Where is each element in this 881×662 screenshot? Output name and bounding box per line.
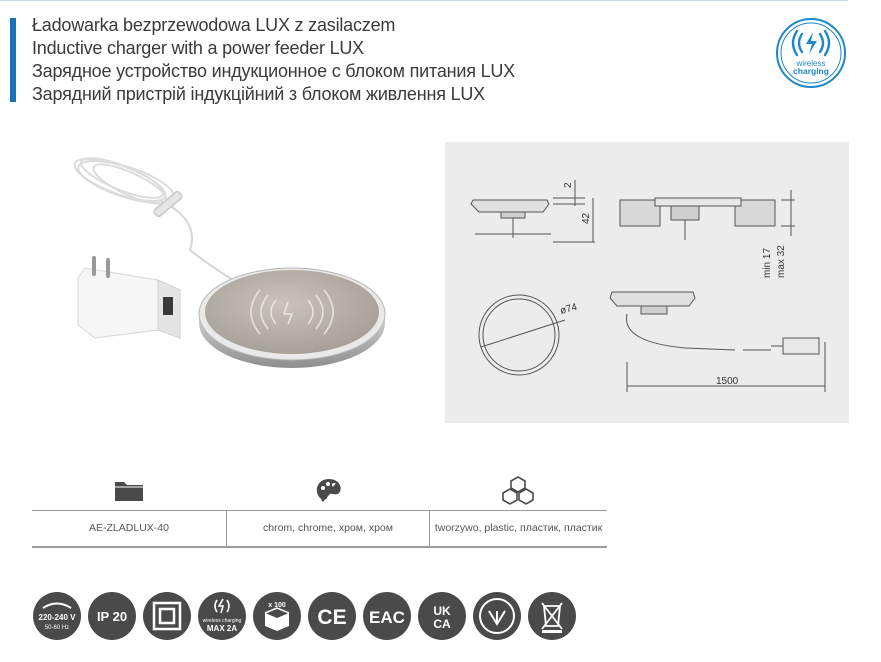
wireless-charging-badge — [775, 17, 847, 89]
top-rule — [0, 0, 848, 1]
voltage-icon — [32, 591, 82, 641]
product-photo — [40, 140, 420, 400]
ukca-bottom: CA — [433, 617, 451, 631]
ip20-icon — [87, 591, 137, 641]
material-value: tworzywo, plastic, пластик, пластик — [434, 522, 603, 534]
spec-icons — [32, 470, 607, 510]
product-titles — [32, 14, 515, 106]
spec-table — [32, 470, 607, 548]
voltage-line2: 50-60 Hz — [44, 625, 70, 631]
charging-pad — [199, 268, 385, 368]
title-en: Inductive charger with a power feeder LUX — [32, 38, 364, 58]
wireless-max-icon — [197, 591, 247, 641]
badge-line1: wireless — [796, 59, 826, 68]
folder-icon — [112, 474, 146, 506]
package-qty-icon — [252, 591, 302, 641]
finish-value: chrom, chrome, хром, хром — [227, 511, 430, 546]
badge-line2: charging — [793, 66, 829, 76]
ukca-top: UK — [433, 604, 451, 618]
ce-label: CE — [317, 606, 347, 629]
accent-bar — [10, 18, 16, 102]
palette-icon — [312, 474, 346, 506]
power-adapter — [78, 256, 180, 338]
ce-icon — [307, 591, 357, 641]
eac-icon — [362, 591, 412, 641]
dim-max32: max 32 — [776, 245, 787, 278]
qty-label: x 100 — [268, 602, 286, 609]
title-uk: Зарядний пристрій індукційний з блоком живлення LUX — [32, 84, 485, 104]
ukca-icon — [417, 591, 467, 641]
eco-leaf-icon — [472, 591, 522, 641]
cubes-icon — [501, 474, 535, 506]
dim-42: 42 — [581, 212, 592, 224]
technical-drawing — [445, 142, 849, 423]
title-pl: Ładowarka bezprzewodowa LUX z zasilaczem — [32, 15, 396, 35]
spec-row — [32, 510, 607, 548]
dim-d74: ø74 — [558, 301, 579, 317]
dim-min17: min 17 — [762, 247, 773, 278]
coiled-cable — [70, 150, 250, 290]
wireless-small: wireless charging — [202, 618, 242, 624]
title-ru: Зарядное устройство индукционное с блоком питания LUX — [32, 61, 515, 81]
dim-2: 2 — [563, 182, 574, 188]
dim-1500: 1500 — [716, 376, 739, 387]
weee-bin-icon — [527, 591, 577, 641]
eac-label: EAC — [369, 608, 405, 627]
voltage-line1: 220-240 V — [38, 613, 76, 622]
product-code: AE-ZLADLUX-40 — [32, 511, 227, 546]
max-label: MAX 2A — [206, 624, 238, 633]
ip-label: IP 20 — [96, 609, 128, 624]
double-insulation-icon — [142, 591, 192, 641]
